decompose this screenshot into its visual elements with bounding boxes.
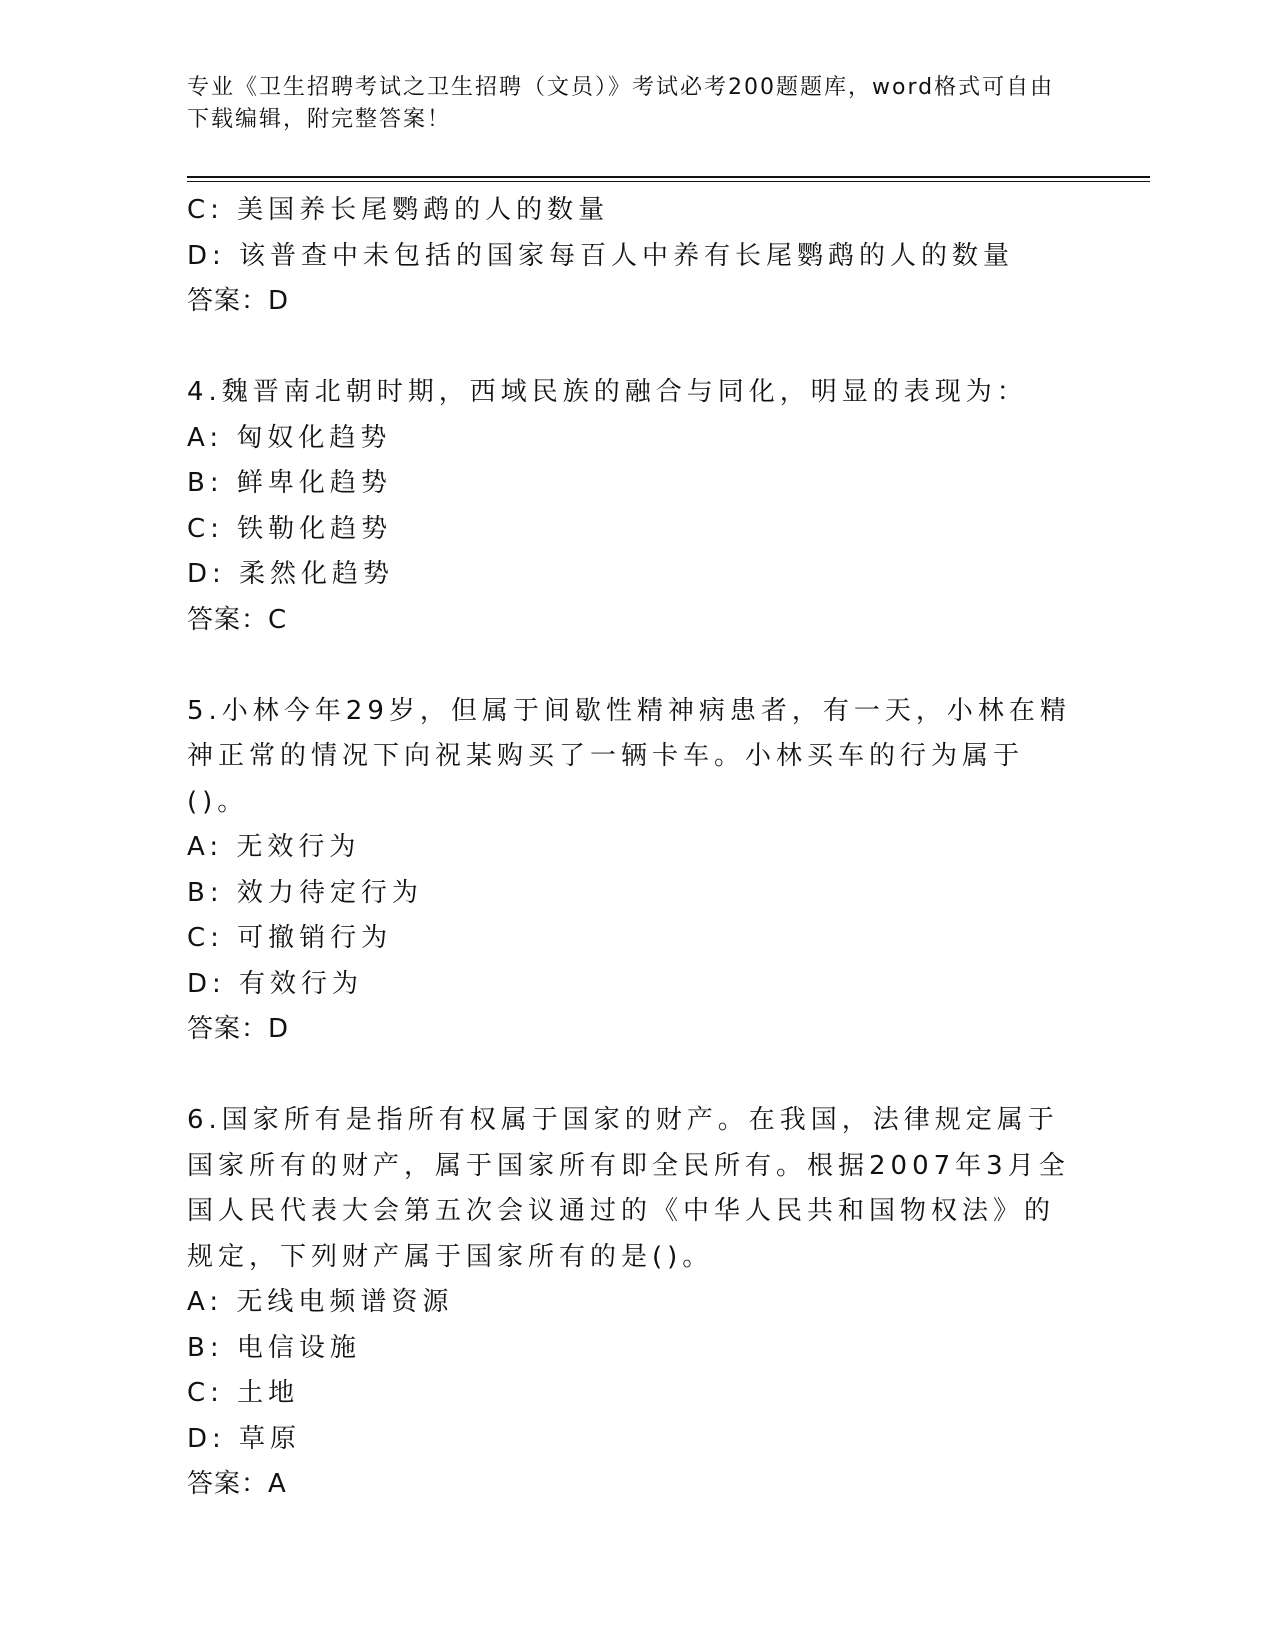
option-c: C: 铁勒化趋势 [187, 513, 393, 544]
question-text: 4.魏晋南北朝时期，西域民族的融合与同化，明显的表现为： [187, 377, 1028, 407]
option-a: A: 无线电频谱资源 [187, 1287, 454, 1317]
answer-line: 答案：A [187, 1469, 287, 1499]
option-d: D: 草原 [187, 1423, 302, 1454]
answer-line: 答案：D [187, 1014, 290, 1044]
option-c: C: 美国养长尾鹦鹉的人的数量 [187, 195, 610, 225]
option-d: D: 该普查中未包括的国家每百人中养有长尾鹦鹉的人的数量 [187, 240, 1015, 271]
question-block [187, 1098, 1087, 1508]
spacer [187, 1053, 1087, 1099]
option-d: D: 柔然化趋势 [187, 559, 395, 589]
question-content [187, 188, 1087, 1508]
option-a: A: 无效行为 [187, 832, 361, 862]
question-continuation [187, 188, 1087, 325]
header-rule-thick [187, 176, 1150, 178]
header-rule-thin [187, 181, 1150, 182]
question-block [187, 689, 1087, 1053]
answer-line: 答案：D [187, 286, 290, 316]
option-b: B: 效力待定行为 [187, 877, 423, 908]
option-b: B: 鲜卑化趋势 [187, 468, 392, 498]
option-a: A: 匈奴化趋势 [187, 422, 392, 453]
question-block [187, 370, 1087, 643]
spacer [187, 325, 1087, 371]
option-c: C: 土地 [187, 1378, 300, 1408]
option-d: D: 有效行为 [187, 968, 364, 999]
question-text: 5.小林今年29岁，但属于间歇性精神病患者，有一天，小林在精神正常的情况下向祝某购买了一辆卡车。小林买车的行为属于()。 [187, 695, 1071, 817]
answer-line: 答案：C [187, 604, 288, 635]
option-c: C: 可撤销行为 [187, 923, 393, 953]
question-text: 6.国家所有是指所有权属于国家的财产。在我国，法律规定属于国家所有的财产，属于国家所有即全民所有。根据2007年3月全国人民代表大会第五次会议通过的《中华人民共和国物权法》的规定，下列财产属于国家所有的是()。 [187, 1105, 1070, 1272]
document-header: 专业《卫生招聘考试之卫生招聘（文员）》考试必考200题题库，word格式可自由下载编辑，附完整答案！ [187, 75, 1055, 132]
spacer [187, 643, 1087, 689]
option-b: B: 电信设施 [187, 1332, 361, 1363]
